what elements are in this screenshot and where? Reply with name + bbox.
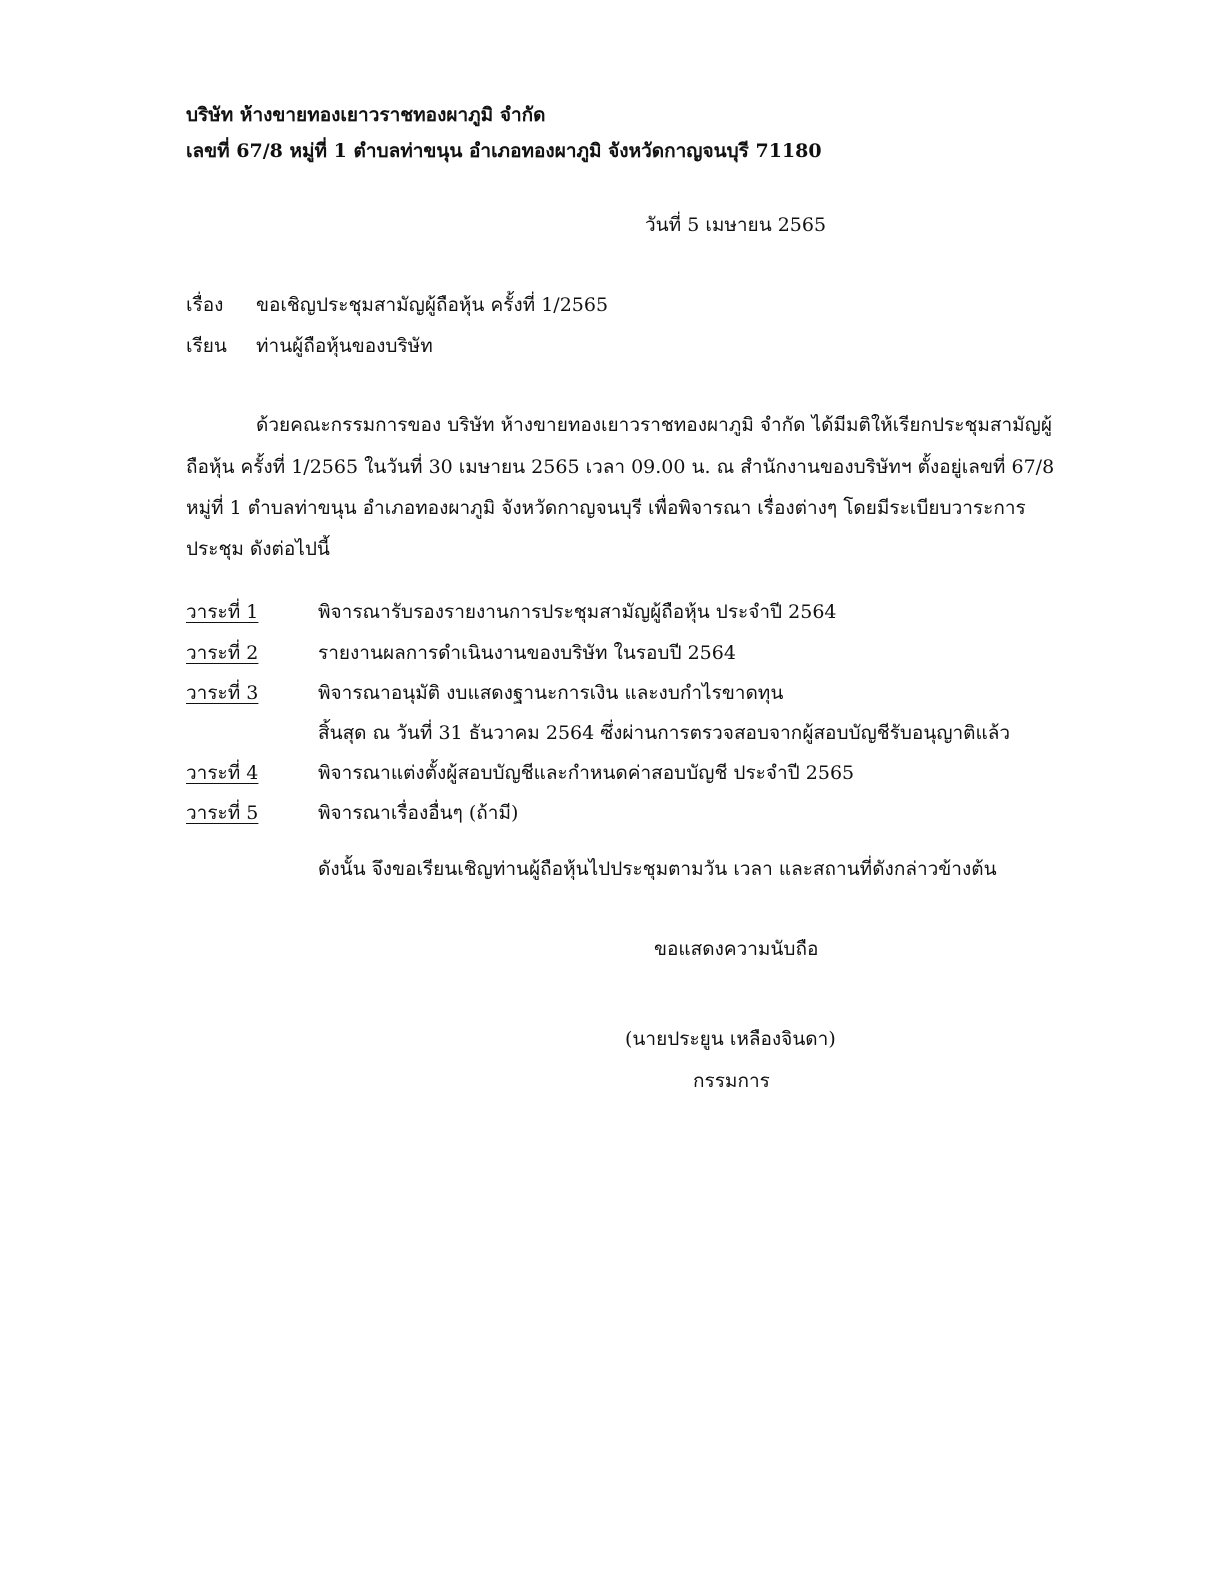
subject-text: ขอเชิญประชุมสามัญผู้ถือหุ้น ครั้งที่ 1/2565: [256, 294, 609, 316]
agenda-3-continuation: สิ้นสุด ณ วันที่ 31 ธันวาคม 2564 ซึ่งผ่านการตรวจสอบจากผู้สอบบัญชีรับอนุญาติแล้ว: [318, 722, 1011, 744]
recipient-text: ท่านผู้ถือหุ้นของบริษัท: [256, 335, 433, 357]
signatory-name: (นายประยูน เหลืองจินดา): [625, 1028, 836, 1050]
agenda-2-label: วาระที่ 2: [186, 642, 259, 664]
signatory-title: กรรมการ: [693, 1070, 770, 1092]
agenda-4-text: พิจารณาแต่งตั้งผู้สอบบัญชีและกำหนดค่าสอบบัญชี ประจำปี 2565: [318, 762, 855, 784]
company-name: บริษัท ห้างขายทองเยาวราชทองผาภูมิ จำกัด: [186, 104, 546, 126]
body-line-4: ประชุม ดังต่อไปนี้: [186, 538, 330, 560]
closing-phrase: ขอแสดงความนับถือ: [654, 938, 819, 960]
body-line-3: หมู่ที่ 1 ตำบลท่าขนุน อำเภอทองผาภูมิ จังหวัดกาญจนบุรี เพื่อพิจารณา เรื่องต่างๆ โดยมีระเบียบวาระการ: [186, 497, 1026, 519]
body-line-1: ด้วยคณะกรรมการของ บริษัท ห้างขายทองเยาวราชทองผาภูมิ จำกัด ได้มีมติให้เรียกประชุมสามัญผู้: [256, 414, 1052, 436]
agenda-5-text: พิจารณาเรื่องอื่นๆ (ถ้ามี): [318, 802, 519, 824]
agenda-2-text: รายงานผลการดำเนินงานของบริษัท ในรอบปี 2564: [318, 642, 736, 664]
agenda-1-label: วาระที่ 1: [186, 601, 259, 623]
agenda-1-text: พิจารณารับรองรายงานการประชุมสามัญผู้ถือหุ้น ประจำปี 2564: [318, 601, 837, 623]
body-line-2: ถือหุ้น ครั้งที่ 1/2565 ในวันที่ 30 เมษายน 2565 เวลา 09.00 น. ณ สำนักงานของบริษัทฯ ตั้งอยู่เลขที่ 67/8: [186, 456, 1055, 478]
letter-date: วันที่ 5 เมษายน 2565: [645, 214, 827, 236]
agenda-5-label: วาระที่ 5: [186, 802, 259, 824]
recipient-label: เรียน: [186, 335, 227, 357]
agenda-4-label: วาระที่ 4: [186, 762, 259, 784]
agenda-3-text: พิจารณาอนุมัติ งบแสดงฐานะการเงิน และงบกำไรขาดทุน: [318, 682, 784, 704]
agenda-3-label: วาระที่ 3: [186, 682, 259, 704]
subject-label: เรื่อง: [186, 294, 224, 316]
company-address: เลขที่ 67/8 หมู่ที่ 1 ตำบลท่าขนุน อำเภอทองผาภูมิ จังหวัดกาญจนบุรี 71180: [186, 140, 822, 162]
closing-invitation: ดังนั้น จึงขอเรียนเชิญท่านผู้ถือหุ้นไปประชุมตามวัน เวลา และสถานที่ดังกล่าวข้างต้น: [318, 858, 997, 880]
